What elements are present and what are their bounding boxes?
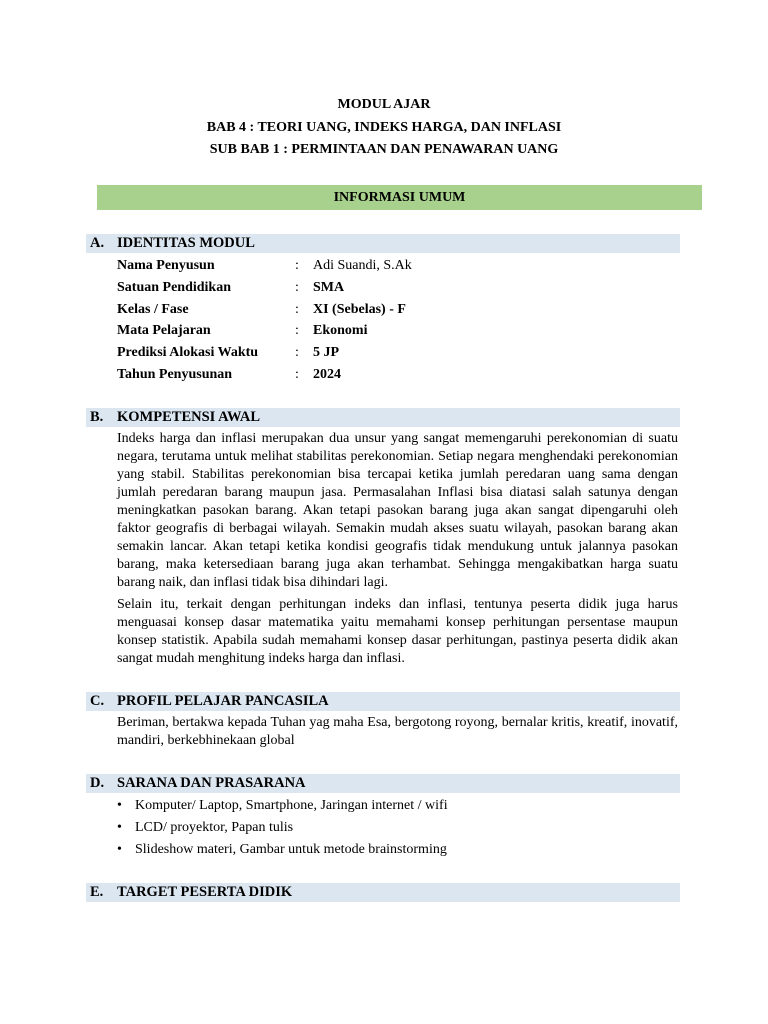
section-d-letter: D. — [90, 775, 105, 791]
section-e-header — [86, 883, 680, 902]
colon: : — [295, 258, 299, 273]
colon: : — [295, 367, 299, 382]
bullet-icon: • — [117, 798, 122, 813]
identity-label: Tahun Penyusunan — [117, 367, 233, 382]
competency-paragraph-2: Selain itu, terkait dengan perhitungan indeks dan inflasi, tentunya peserta didik juga harus menguasai konsep dasar matematika yaitu memahami konsep perhitungan persentase maupun konsep statistik. Apabila sudah memahami konsep dasar perhitungan, pastinya peserta didik akan sangat mudah menghitung indeks harga dan inflasi. — [117, 597, 678, 666]
list-item — [117, 795, 678, 817]
identity-value: XI (Sebelas) - F — [313, 302, 406, 317]
section-a-letter: A. — [90, 235, 105, 251]
document-title: MODUL AJAR — [337, 97, 431, 112]
identity-label: Kelas / Fase — [117, 302, 189, 317]
colon: : — [295, 280, 299, 295]
subchapter-title: SUB BAB 1 : PERMINTAAN DAN PENAWARAN UANG — [209, 142, 559, 157]
identity-label: Prediksi Alokasi Waktu — [117, 345, 259, 360]
chapter-title: BAB 4 : TEORI UANG, INDEKS HARGA, DAN INFLASI — [206, 120, 562, 135]
section-a-title: IDENTITAS MODUL — [117, 235, 255, 251]
colon: : — [295, 323, 299, 338]
general-info-banner: INFORMASI UMUM — [97, 185, 702, 210]
section-d-title: SARANA DAN PRASARANA — [117, 775, 306, 791]
list-item-text: Komputer/ Laptop, Smartphone, Jaringan internet / wifi — [135, 798, 448, 813]
section-b-title: KOMPETENSI AWAL — [117, 409, 261, 425]
section-a-header — [86, 234, 680, 253]
identity-label: Mata Pelajaran — [117, 323, 211, 338]
facilities-list — [117, 795, 678, 861]
section-b-header — [86, 408, 680, 427]
identity-value: 2024 — [313, 367, 341, 382]
bullet-icon: • — [117, 820, 122, 835]
pancasila-profile-text: Beriman, bertakwa kepada Tuhan yag maha Esa, bergotong royong, bernalar kritis, kreatif, inovatif, mandiri, berkebhinekaan global — [117, 715, 678, 748]
list-item-text: LCD/ proyektor, Papan tulis — [135, 820, 294, 835]
section-b-letter: B. — [90, 409, 104, 425]
identity-value: Ekonomi — [313, 323, 368, 338]
identity-label: Nama Penyusun — [117, 258, 215, 273]
section-c-header — [86, 692, 680, 711]
list-item — [117, 817, 678, 839]
identity-label: Satuan Pendidikan — [117, 280, 231, 295]
bullet-icon: • — [117, 842, 122, 857]
section-e-letter: E. — [90, 884, 104, 900]
identity-value: Adi Suandi, S.Ak — [313, 258, 412, 273]
colon: : — [295, 302, 299, 317]
section-d-header — [86, 774, 680, 793]
identity-value: 5 JP — [313, 345, 340, 360]
competency-paragraph-1: Indeks harga dan inflasi merupakan dua unsur yang sangat memengaruhi perekonomian di suatu negara, terutama untuk melihat stabilitas perekonomian. Setiap negara menghendaki perekonomian yang stabil. Stabilitas perekonomian bisa tercapai ketika jumlah peredaran uang sama dengan jumlah peredaran barang maupun jasa. Permasalahan Inflasi bisa diatasi salah satunya dengan meningkatkan pasokan barang. Akan tetapi pasokan barang juga akan sangat dipengaruhi oleh faktor geografis di berbagai wilayah. Semakin mudah akses suatu wilayah, pasokan barang akan semakin lancar. Akan tetapi ketika kondisi geografis tidak mendukung untuk jalannya pasokan barang, maka ketersediaan barang juga akan terhambat. Sehingga mengakibatkan harga suatu barang naik, dan inflasi tidak bisa dihindari lagi. — [117, 431, 678, 590]
list-item — [117, 839, 678, 861]
section-c-letter: C. — [90, 693, 105, 709]
colon: : — [295, 345, 299, 360]
section-e-title: TARGET PESERTA DIDIK — [117, 884, 293, 900]
section-c-title: PROFIL PELAJAR PANCASILA — [117, 693, 329, 709]
list-item-text: Slideshow materi, Gambar untuk metode brainstorming — [135, 842, 447, 857]
identity-value: SMA — [313, 280, 345, 295]
